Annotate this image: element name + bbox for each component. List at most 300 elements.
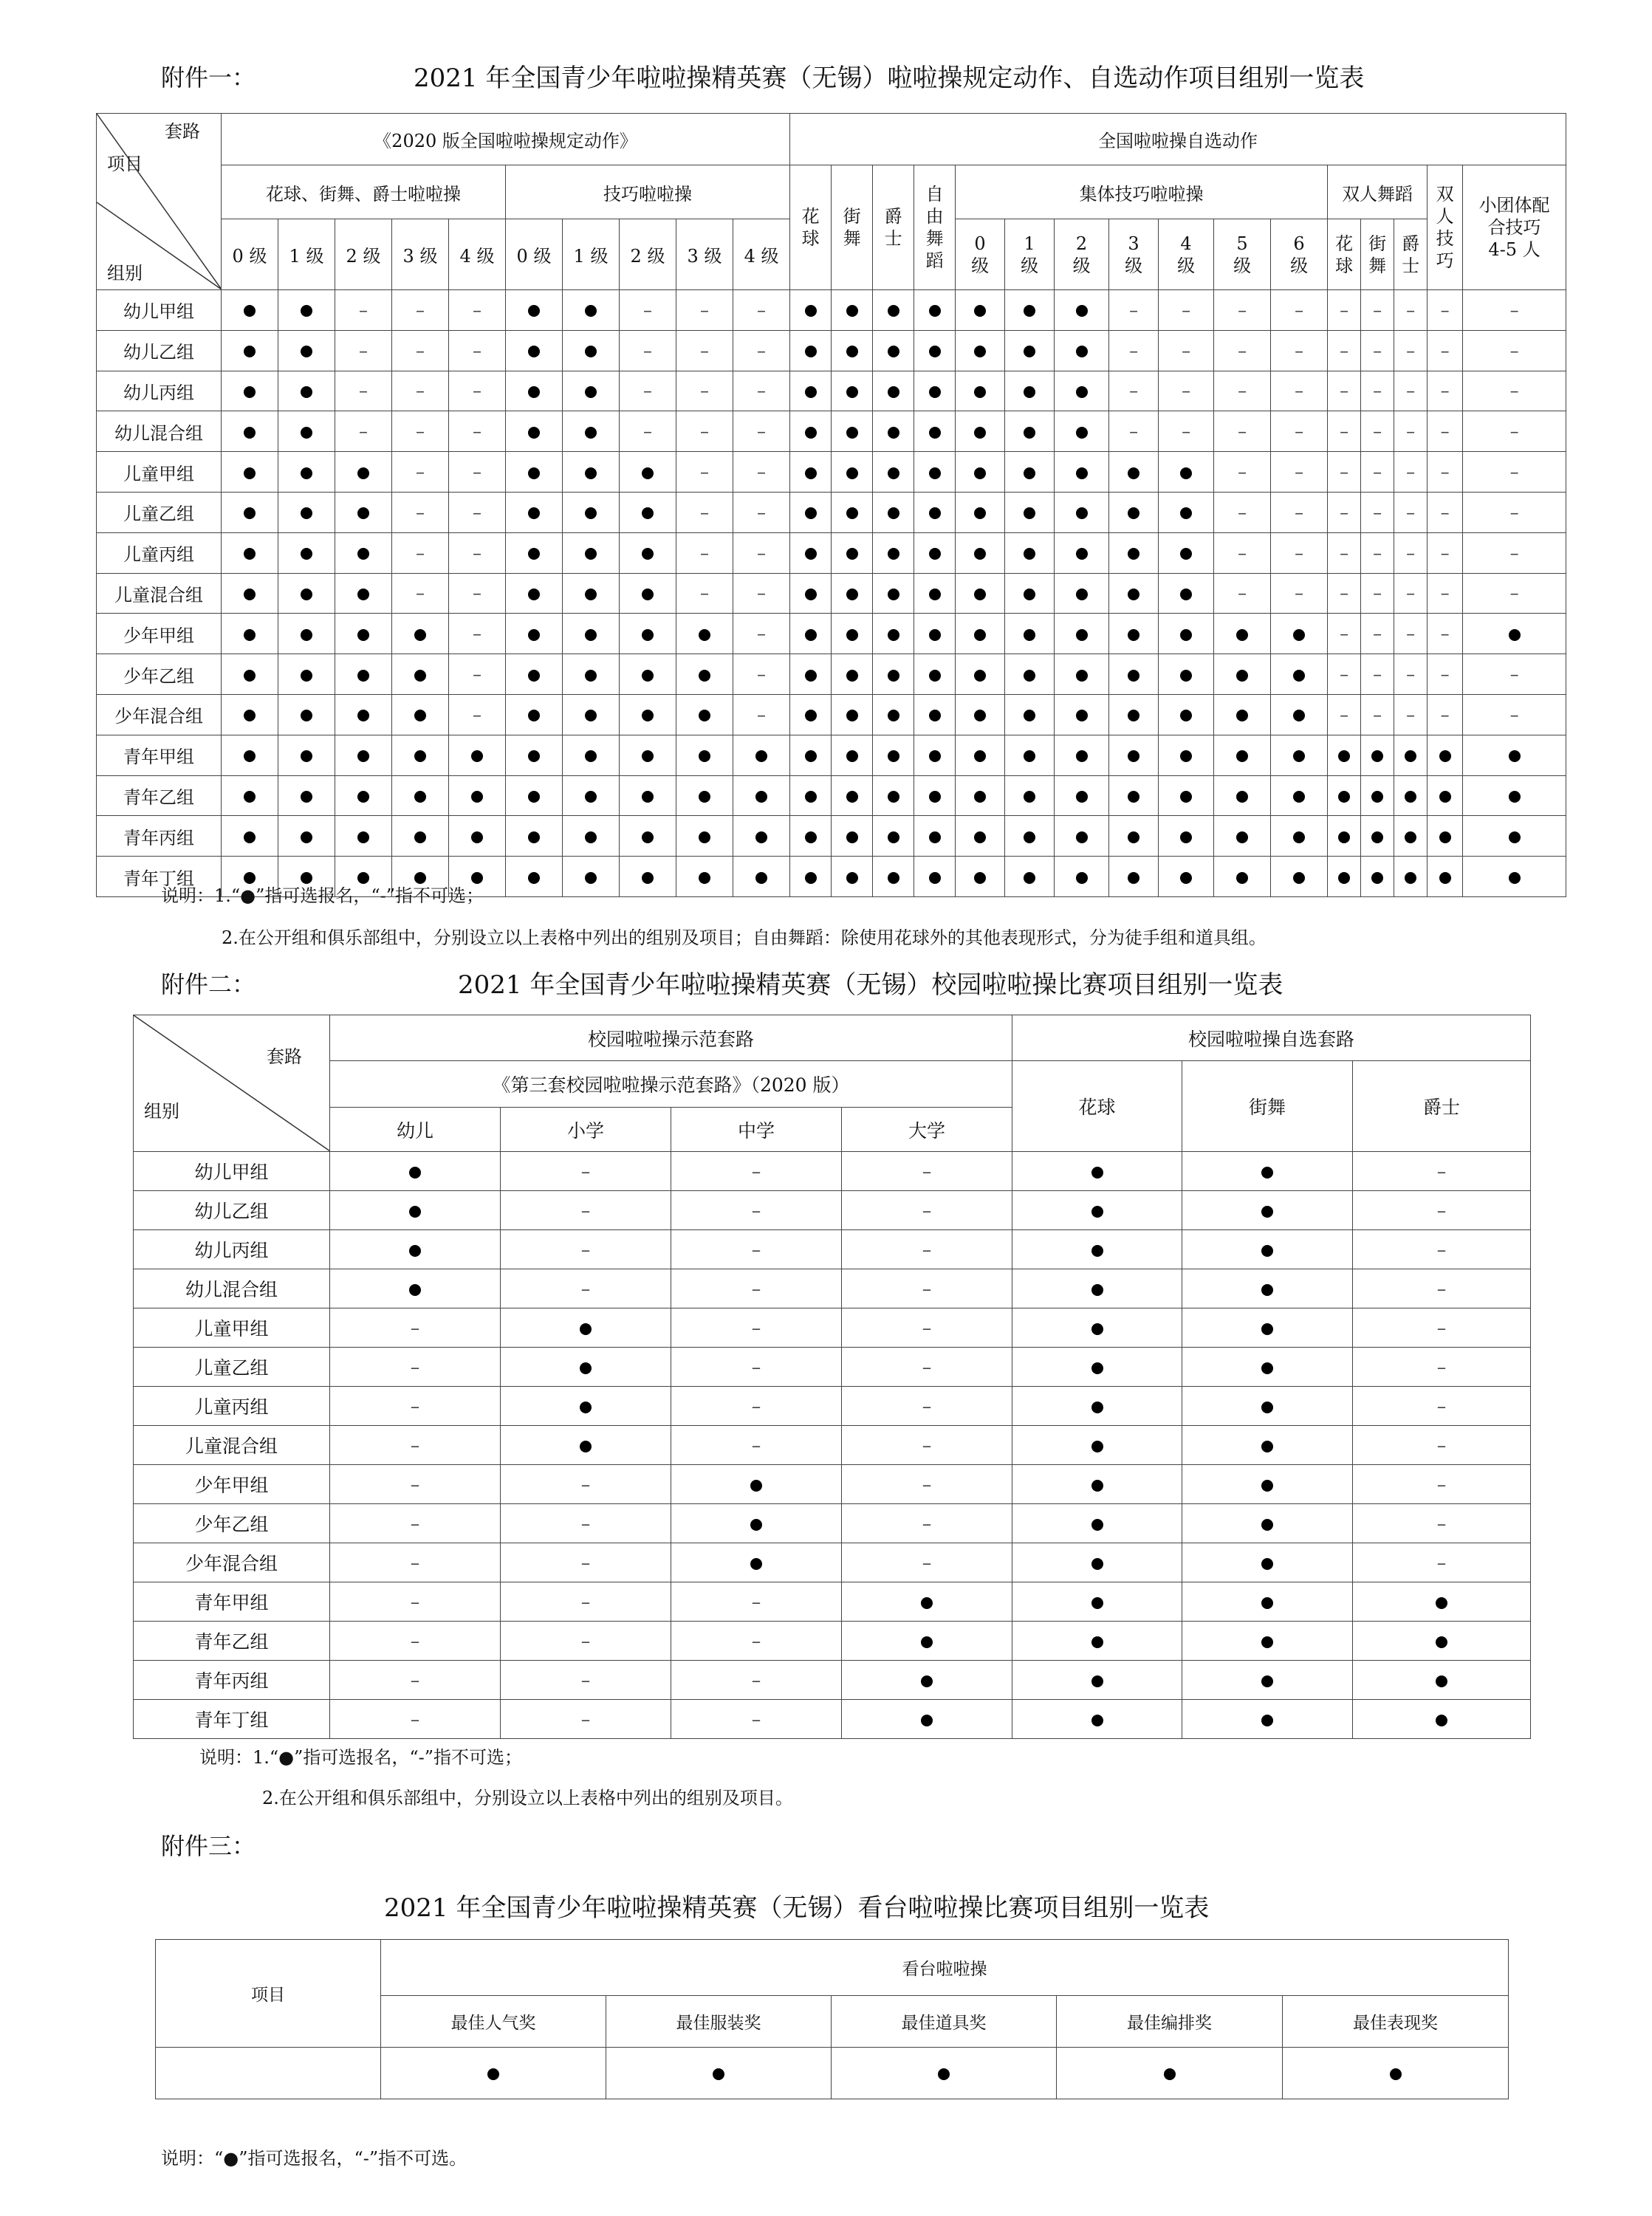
annex1-cell: [506, 290, 563, 331]
annex1-cell-yes-mark: [846, 346, 858, 357]
annex2-corner-top: 套路: [267, 1046, 302, 1067]
annex1-cell-no-mark: –: [359, 421, 368, 442]
annex2-table-row: [134, 1230, 1531, 1269]
annex1-cell-yes-mark: [929, 831, 941, 843]
annex1-cell: [1271, 330, 1328, 371]
annex1-team-level-2: 2 级: [1055, 219, 1109, 290]
annex1-cell-no-mark: –: [643, 380, 652, 402]
annex1-cell-yes-mark: [1405, 750, 1416, 762]
annex1-cell-no-mark: –: [473, 340, 481, 361]
annex1-cell-yes-mark: [805, 670, 817, 682]
annex1-cell-yes-mark: [301, 831, 312, 843]
annex1-cell-yes-mark: [846, 710, 858, 721]
annex1-cell-yes-mark: [301, 750, 312, 762]
annex1-cell-no-mark: –: [1129, 340, 1139, 361]
annex1-cell-yes-mark: [805, 346, 817, 357]
annex1-cell-yes-mark: [1076, 467, 1088, 479]
annex1-cell-no-mark: –: [1238, 462, 1247, 483]
annex1-cell: [449, 573, 506, 614]
annex1-cell: [733, 573, 790, 614]
annex1-cell: [222, 573, 278, 614]
annex1-cell: [1361, 330, 1394, 371]
annex1-cell: [1055, 614, 1109, 654]
annex1-cell: [1055, 371, 1109, 411]
annex2-cell-no-mark: –: [410, 1708, 420, 1730]
annex2-cell-yes-mark: [1091, 1480, 1103, 1492]
annex2-cell-no-mark: –: [922, 1473, 932, 1495]
annex1-cell: [1159, 290, 1214, 331]
annex1-cell: [1427, 411, 1463, 452]
annex1-cell-no-mark: –: [1373, 421, 1382, 442]
annex2-cell-no-mark: –: [922, 1512, 932, 1534]
annex2-cell-yes-mark: [1261, 1675, 1273, 1687]
annex1-pom-level-1: 1 级: [278, 219, 335, 290]
annex1-cell: [1328, 573, 1361, 614]
annex1-col-jazz: 爵 士: [873, 165, 914, 290]
annex1-cell: [1271, 573, 1328, 614]
annex2-cell-yes-mark: [1261, 1441, 1273, 1452]
annex1-cell-no-mark: –: [700, 299, 709, 320]
annex2-demo-subheader: 《第三套校园啦啦操示范套路》（2020 版）: [330, 1061, 1012, 1108]
annex2-cell: [671, 1269, 842, 1308]
annex1-cell: [733, 654, 790, 695]
annex1-cell: [1214, 411, 1271, 452]
annex1-cell-yes-mark: [929, 507, 941, 519]
annex1-cell-yes-mark: [805, 872, 817, 884]
annex1-note1: 说明：1.“●”指可选报名，“-”指不可选；: [161, 885, 484, 906]
annex1-stunt-level-1: 1 级: [563, 219, 620, 290]
annex1-cell: [563, 857, 620, 897]
annex1-table-row: [97, 452, 1566, 493]
annex1-cell: [278, 492, 335, 532]
annex1-cell: [1394, 775, 1427, 816]
annex1-row-group-name: 少年乙组: [97, 654, 222, 695]
annex1-cell: [832, 532, 873, 573]
annex2-cell: [671, 1504, 842, 1543]
annex1-cell: [449, 816, 506, 857]
annex1-cell: [335, 654, 392, 695]
annex1-cell-no-mark: –: [1373, 462, 1382, 483]
annex1-cell: [676, 735, 733, 775]
annex1-cell-yes-mark: [357, 670, 369, 682]
annex1-cell: [1055, 694, 1109, 735]
annex2-cell: [1182, 1582, 1353, 1622]
annex1-cell-yes-mark: [699, 831, 710, 843]
annex1-cell: [620, 492, 676, 532]
annex2-cell-no-mark: –: [751, 1434, 761, 1456]
annex1-pom-level-3: 3 级: [392, 219, 449, 290]
annex1-cell: [1394, 532, 1427, 573]
annex1-cell: [222, 816, 278, 857]
annex1-cell: [676, 411, 733, 452]
annex1-cell: [956, 492, 1005, 532]
annex1-cell-no-mark: –: [1129, 299, 1139, 320]
annex1-cell-no-mark: –: [1440, 340, 1450, 361]
annex1-cell-yes-mark: [642, 589, 654, 600]
annex1-cell-yes-mark: [1236, 872, 1248, 884]
annex1-cell: [873, 573, 914, 614]
annex1-cell: [563, 452, 620, 493]
annex1-cell-yes-mark: [642, 872, 654, 884]
annex1-cell-yes-mark: [585, 507, 597, 519]
annex2-cell: [330, 1465, 501, 1504]
annex1-cell: [1463, 735, 1566, 775]
annex1-cell-no-mark: –: [1182, 299, 1191, 320]
annex1-cell: [1361, 614, 1394, 654]
annex1-cell-yes-mark: [805, 305, 817, 317]
annex1-cell: [1328, 290, 1361, 331]
annex2-cell-yes-mark: [1091, 1362, 1103, 1374]
annex1-cell-no-mark: –: [1406, 380, 1416, 402]
annex1-cell-no-mark: –: [1295, 299, 1304, 320]
annex1-cell-yes-mark: [244, 427, 256, 439]
annex3-cell-yes-mark: [713, 2068, 724, 2080]
annex2-cell-no-mark: –: [410, 1669, 420, 1691]
annex1-cell: [1214, 492, 1271, 532]
annex1-cell: [335, 492, 392, 532]
annex2-cell: [842, 1269, 1012, 1308]
annex1-cell-yes-mark: [1128, 589, 1139, 600]
annex1-cell-yes-mark: [1509, 750, 1521, 762]
annex1-cell: [733, 411, 790, 452]
annex1-cell: [733, 371, 790, 411]
annex1-cell: [676, 816, 733, 857]
annex1-cell-yes-mark: [528, 831, 540, 843]
annex1-cell: [956, 330, 1005, 371]
annex2-cell: [671, 1700, 842, 1739]
annex1-cell-no-mark: –: [700, 421, 709, 442]
annex1-cell-yes-mark: [1024, 670, 1035, 682]
annex1-cell: [873, 857, 914, 897]
annex1-cell: [278, 330, 335, 371]
annex1-cell: [790, 330, 832, 371]
annex2-row-group-name: 青年丙组: [134, 1661, 330, 1700]
annex1-cell: [1361, 573, 1394, 614]
annex1-cell-yes-mark: [888, 305, 899, 317]
annex1-cell: [790, 775, 832, 816]
annex2-table: [133, 1015, 1531, 1739]
annex2-cell: [1353, 1348, 1531, 1387]
annex1-cell: [1005, 452, 1055, 493]
annex3-table: [155, 1939, 1509, 2099]
annex1-cell-yes-mark: [929, 386, 941, 398]
annex1-cell: [1427, 452, 1463, 493]
annex3-col-0: 最佳人气奖: [381, 1996, 606, 2048]
annex1-cell: [335, 290, 392, 331]
annex2-cell-no-mark: –: [1436, 1395, 1447, 1417]
annex1-cell-yes-mark: [1180, 750, 1192, 762]
annex1-cell-no-mark: –: [1373, 542, 1382, 563]
annex1-cell-no-mark: –: [1238, 340, 1247, 361]
annex1-row-group-name: 青年乙组: [97, 775, 222, 816]
annex1-cell-no-mark: –: [643, 299, 652, 320]
annex1-cell-yes-mark: [1236, 750, 1248, 762]
annex1-cell-no-mark: –: [473, 421, 481, 442]
annex1-cell-yes-mark: [888, 831, 899, 843]
annex1-cell: [278, 452, 335, 493]
annex1-cell-no-mark: –: [473, 380, 481, 402]
annex2-table-row: [134, 1465, 1531, 1504]
annex2-cell: [842, 1426, 1012, 1465]
annex1-cell: [832, 775, 873, 816]
annex1-cell-no-mark: –: [1406, 462, 1416, 483]
annex1-cell: [620, 532, 676, 573]
corner-header-box: [97, 114, 222, 289]
annex1-cell-yes-mark: [974, 710, 986, 721]
annex1-cell-yes-mark: [528, 427, 540, 439]
annex1-cell: [1463, 573, 1566, 614]
annex2-cell-no-mark: –: [922, 1317, 932, 1339]
annex1-cell-no-mark: –: [1340, 299, 1349, 320]
annex1-row-group-name: 青年丁组: [97, 857, 222, 897]
annex1-cell-no-mark: –: [1129, 380, 1139, 402]
annex1-cell: [1361, 775, 1394, 816]
annex1-cell: [1271, 411, 1328, 452]
annex1-cell: [1463, 290, 1566, 331]
annex1-cell: [914, 330, 956, 371]
annex2-cell: [671, 1348, 842, 1387]
annex1-cell: [1328, 411, 1361, 452]
annex1-cell: [449, 735, 506, 775]
annex1-cell: [832, 573, 873, 614]
annex1-cell: [956, 694, 1005, 735]
annex1-cell-yes-mark: [528, 467, 540, 479]
annex2-cell-no-mark: –: [751, 1317, 761, 1339]
annex1-cell: [1109, 532, 1159, 573]
annex1-cell: [873, 614, 914, 654]
annex1-cell-yes-mark: [1128, 791, 1139, 803]
annex1-cell-yes-mark: [414, 710, 426, 721]
annex1-cell-yes-mark: [642, 507, 654, 519]
annex1-cell: [1005, 816, 1055, 857]
annex1-cell: [914, 816, 956, 857]
annex1-cell-yes-mark: [1024, 791, 1035, 803]
annex2-cell: [1353, 1308, 1531, 1348]
annex2-cell: [1012, 1269, 1182, 1308]
annex2-cell: [1012, 1661, 1182, 1700]
annex2-cell: [1353, 1426, 1531, 1465]
annex1-cell: [563, 614, 620, 654]
annex1-cell-yes-mark: [414, 629, 426, 641]
annex1-row-group-name: 儿童甲组: [97, 452, 222, 493]
annex1-cell: [1005, 290, 1055, 331]
annex1-cell: [676, 492, 733, 532]
annex1-cell-no-mark: –: [1340, 542, 1349, 563]
annex1-cell-yes-mark: [755, 791, 767, 803]
annex1-table-row: [97, 290, 1566, 331]
annex2-cell-yes-mark: [1091, 1715, 1103, 1726]
annex1-cell-yes-mark: [888, 710, 899, 721]
annex2-demo-col-0: 幼儿: [330, 1108, 501, 1152]
annex2-table-row: [134, 1622, 1531, 1661]
annex1-cell: [733, 694, 790, 735]
annex1-cell-no-mark: –: [1509, 340, 1519, 361]
annex1-cell: [506, 654, 563, 695]
annex1-cell-no-mark: –: [643, 421, 652, 442]
annex1-cell-yes-mark: [357, 548, 369, 560]
annex1-cell: [914, 371, 956, 411]
annex1-cell: [620, 654, 676, 695]
annex1-cell: [1005, 371, 1055, 411]
annex1-cell: [733, 532, 790, 573]
annex2-cell: [501, 1661, 671, 1700]
annex2-cell: [1353, 1230, 1531, 1269]
annex1-cell: [1214, 532, 1271, 573]
annex1-cell: [790, 532, 832, 573]
annex1-cell: [222, 330, 278, 371]
annex1-cell: [733, 775, 790, 816]
annex1-cell: [1394, 330, 1427, 371]
annex2-cell: [1353, 1622, 1531, 1661]
annex2-demo-col-2: 中学: [671, 1108, 842, 1152]
annex2-cell: [1353, 1543, 1531, 1582]
annex1-corner-mid: 项目: [107, 154, 143, 174]
annex1-cell: [620, 573, 676, 614]
annex1-cell: [449, 492, 506, 532]
annex1-cell: [914, 492, 956, 532]
annex2-note2: 2.在公开组和俱乐部组中，分别设立以上表格中列出的组别及项目。: [262, 1788, 793, 1808]
annex1-cell: [1463, 330, 1566, 371]
annex1-cell: [676, 654, 733, 695]
annex1-cell: [335, 452, 392, 493]
annex3-cell-yes-mark: [1390, 2068, 1402, 2080]
annex1-cell-no-mark: –: [700, 340, 709, 361]
annex2-cell-no-mark: –: [922, 1395, 932, 1417]
annex3-col-3: 最佳编排奖: [1057, 1996, 1283, 2048]
annex1-stunt-level-0: 0 级: [506, 219, 563, 290]
annex1-cell-yes-mark: [1024, 427, 1035, 439]
annex1-cell: [1159, 371, 1214, 411]
annex1-team-stunt-header: 集体技巧啦啦操: [956, 165, 1328, 219]
annex1-cell-yes-mark: [1076, 386, 1088, 398]
annex2-cell-yes-mark: [1436, 1675, 1447, 1687]
annex1-cell: [449, 694, 506, 735]
annex2-cell: [1353, 1152, 1531, 1191]
annex2-cell-no-mark: –: [410, 1591, 420, 1613]
annex2-cell-yes-mark: [1261, 1636, 1273, 1648]
annex1-cell-yes-mark: [888, 507, 899, 519]
annex1-cell: [873, 330, 914, 371]
annex1-cell: [1463, 614, 1566, 654]
annex1-cell: [620, 857, 676, 897]
annex2-cell-no-mark: –: [580, 1669, 591, 1691]
annex1-cell: [1109, 492, 1159, 532]
annex1-cell-no-mark: –: [1340, 340, 1349, 361]
annex2-demo-header: 校园啦啦操示范套路: [330, 1015, 1012, 1061]
annex1-cell: [832, 654, 873, 695]
annex3-group-header: 看台啦啦操: [381, 1940, 1509, 1996]
annex1-cell-yes-mark: [1024, 305, 1035, 317]
annex1-cell: [1394, 694, 1427, 735]
annex1-cell-yes-mark: [1076, 670, 1088, 682]
annex1-cell: [1214, 330, 1271, 371]
annex1-cell: [1005, 573, 1055, 614]
annex1-cell: [1328, 371, 1361, 411]
annex2-cell-yes-mark: [1261, 1480, 1273, 1492]
annex3-cell: [832, 2048, 1057, 2099]
annex1-cell-yes-mark: [1024, 831, 1035, 843]
annex2-cell-no-mark: –: [580, 1160, 591, 1182]
annex1-cell: [1271, 614, 1328, 654]
annex1-cell: [1328, 532, 1361, 573]
annex1-cell: [1361, 371, 1394, 411]
annex1-cell: [278, 654, 335, 695]
annex1-cell: [790, 452, 832, 493]
annex1-cell-no-mark: –: [1509, 501, 1519, 523]
annex2-table-row: [134, 1661, 1531, 1700]
annex2-row-group-name: 幼儿混合组: [134, 1269, 330, 1308]
annex2-cell-yes-mark: [750, 1519, 762, 1531]
annex2-row-group-name: 青年丁组: [134, 1700, 330, 1739]
annex1-cell-yes-mark: [244, 710, 256, 721]
annex2-cell: [1012, 1348, 1182, 1387]
annex1-cell: [563, 532, 620, 573]
annex2-demo-col-3: 大学: [842, 1108, 1012, 1152]
annex2-cell-yes-mark: [409, 1284, 421, 1296]
annex1-cell: [956, 411, 1005, 452]
annex1-cell: [1394, 654, 1427, 695]
annex1-cell: [222, 492, 278, 532]
annex1-cell-no-mark: –: [1340, 462, 1349, 483]
annex2-cell-no-mark: –: [1436, 1160, 1447, 1182]
annex1-cell: [506, 573, 563, 614]
annex1-cell-yes-mark: [1076, 791, 1088, 803]
annex2-cell-no-mark: –: [922, 1277, 932, 1300]
annex1-cell: [278, 775, 335, 816]
annex1-cell-yes-mark: [1128, 467, 1139, 479]
annex1-cell-yes-mark: [244, 589, 256, 600]
annex2-cell-no-mark: –: [751, 1277, 761, 1300]
annex1-cell: [1328, 492, 1361, 532]
annex1-cell: [620, 330, 676, 371]
annex1-cell-no-mark: –: [1238, 299, 1247, 320]
annex1-cell: [1005, 857, 1055, 897]
annex2-cell: [1182, 1504, 1353, 1543]
annex2-cell-no-mark: –: [580, 1199, 591, 1221]
annex2-cell-no-mark: –: [580, 1708, 591, 1730]
annex1-cell-no-mark: –: [700, 542, 709, 563]
annex1-cell: [1361, 816, 1394, 857]
annex1-cell-no-mark: –: [1340, 623, 1349, 645]
annex1-team-level-5: 5 级: [1214, 219, 1271, 290]
annex1-cell: [790, 492, 832, 532]
annex1-table-row: [97, 411, 1566, 452]
annex2-cell: [1353, 1269, 1531, 1308]
annex1-cell-yes-mark: [699, 750, 710, 762]
annex2-cell: [1353, 1387, 1531, 1426]
annex2-cell-yes-mark: [1091, 1402, 1103, 1413]
annex1-cell: [1159, 694, 1214, 735]
annex1-cell: [956, 371, 1005, 411]
annex2-cell: [330, 1700, 501, 1739]
annex1-cell-yes-mark: [929, 670, 941, 682]
annex1-cell-yes-mark: [1076, 831, 1088, 843]
annex1-cell-yes-mark: [642, 629, 654, 641]
annex3-title: 2021 年全国青少年啦啦操精英赛（无锡）看台啦啦操比赛项目组别一览表: [384, 1893, 1210, 1923]
annex1-cell: [956, 532, 1005, 573]
annex1-stunt-level-3: 3 级: [676, 219, 733, 290]
annex1-cell-yes-mark: [1180, 629, 1192, 641]
annex1-cell: [1394, 492, 1427, 532]
annex1-cell-yes-mark: [974, 346, 986, 357]
annex1-cell-yes-mark: [974, 750, 986, 762]
annex1-cell: [1394, 614, 1427, 654]
annex1-cell: [832, 290, 873, 331]
annex1-cell-yes-mark: [1371, 750, 1383, 762]
annex1-cell-no-mark: –: [757, 421, 767, 442]
annex2-cell-no-mark: –: [580, 1591, 591, 1613]
annex1-cell-yes-mark: [357, 750, 369, 762]
